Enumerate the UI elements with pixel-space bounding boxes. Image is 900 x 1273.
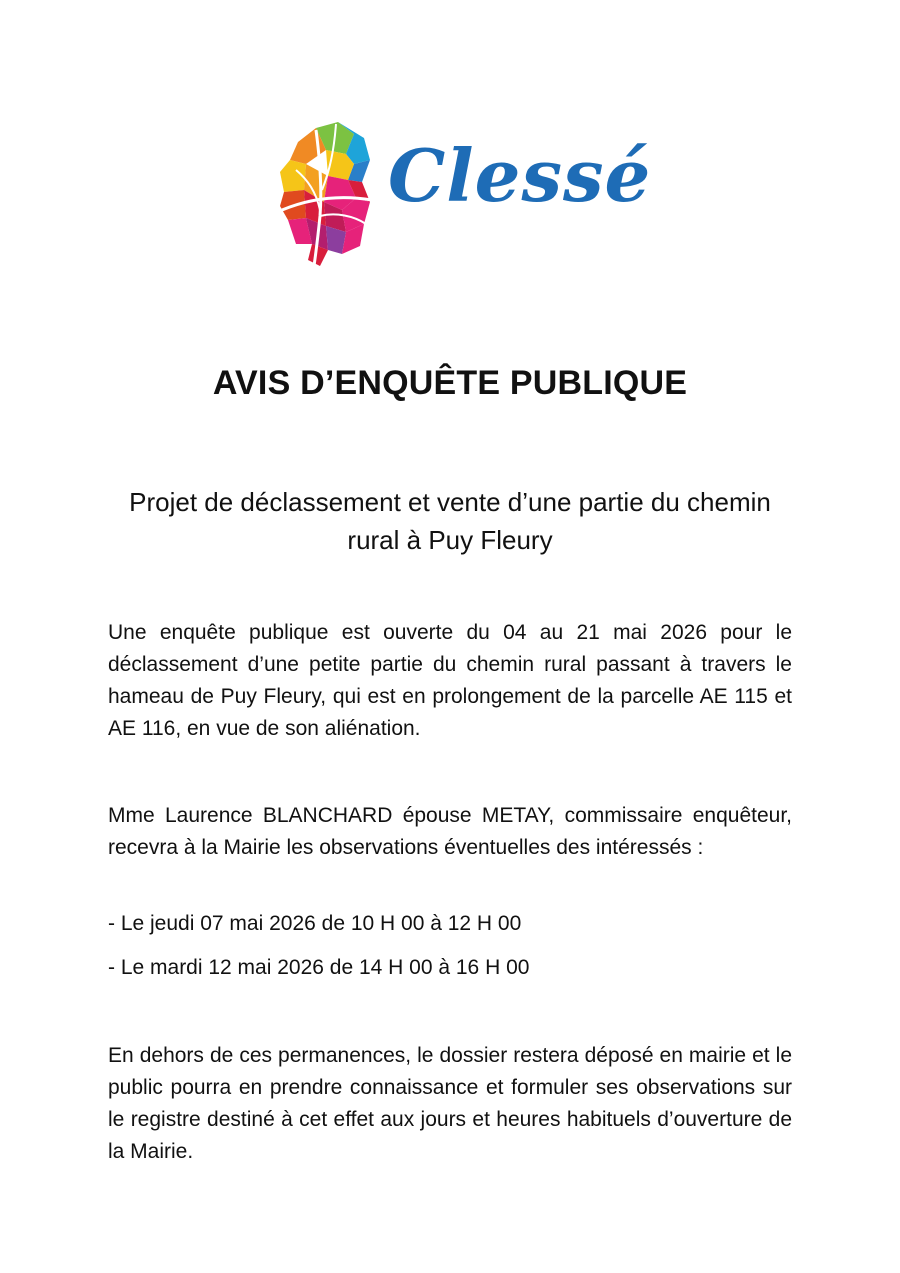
schedule-item: - Le jeudi 07 mai 2026 de 10 H 00 à 12 H 00 [108, 912, 522, 935]
clesse-map-emblem-icon [276, 120, 376, 270]
logo-wordmark: Clessé [388, 133, 652, 218]
paragraph-enquiry-dates: Une enquête publique est ouverte du 04 au 21 mai 2026 pour le déclassement d’une petite partie du chemin rural passant à travers le hameau de Puy Fleury, qui est en prolongement de la parcelle AE 115 et AE 116, en vue de son aliénation. [108, 621, 792, 740]
paragraph-commissioner: Mme Laurence BLANCHARD épouse METAY, commissaire enquêteur, recevra à la Mairie les observations éventuelles des intéressés : [108, 804, 792, 859]
schedule-item: - Le mardi 12 mai 2026 de 14 H 00 à 16 H 00 [108, 956, 530, 979]
page-title: AVIS D’ENQUÊTE PUBLIQUE [212, 364, 688, 402]
clesse-logo [276, 120, 652, 270]
page-subtitle: Projet de déclassement et vente d’une partie du chemin rural à Puy Fleury [129, 487, 771, 555]
paragraph-consultation: En dehors de ces permanences, le dossier restera déposé en mairie et le public pourra en prendre connaissance et formuler ses observations sur le registre destiné à cet effet aux jours et heures habituels d’ouverture de la Mairie. [108, 1044, 792, 1163]
